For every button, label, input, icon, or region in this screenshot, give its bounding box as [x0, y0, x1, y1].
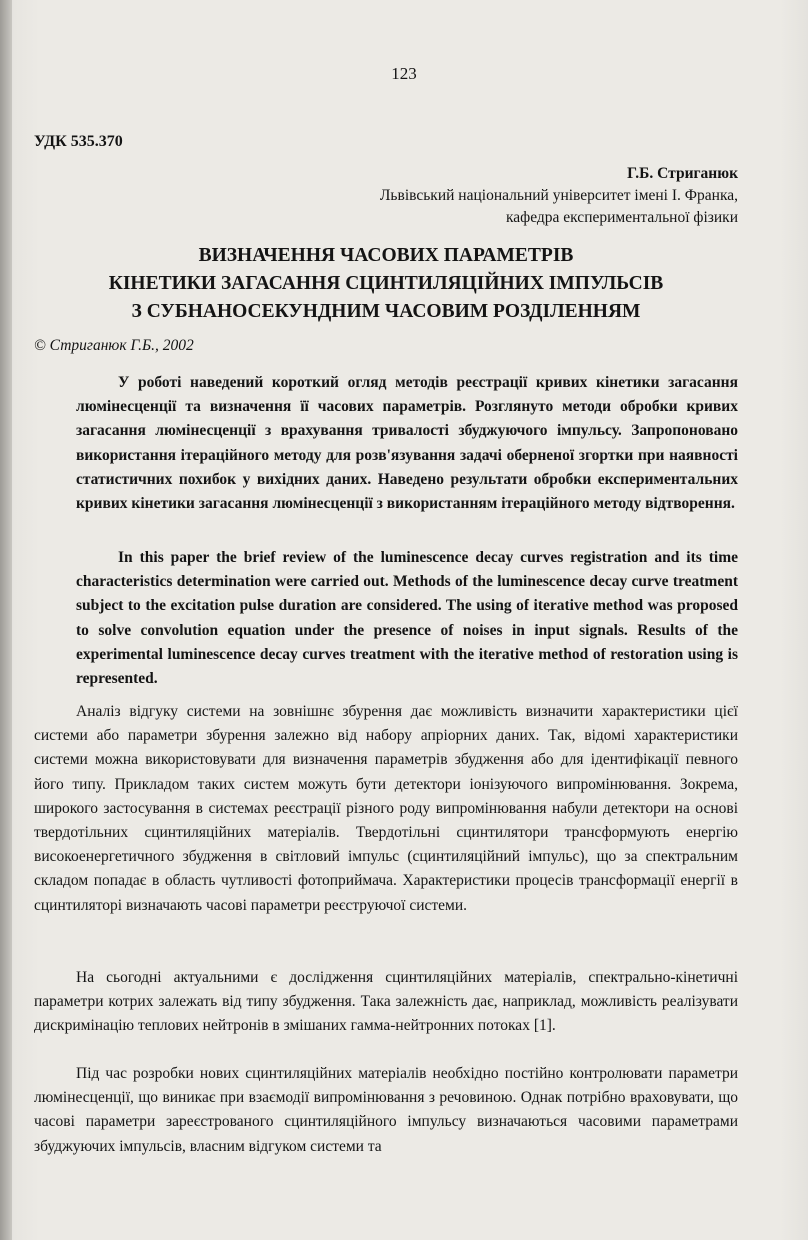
body-paragraph-2: На сьогодні актуальними є дослідження сцинтиляційних матеріалів, спектрально-кінетичні параметри котрих залежать від типу збудження. Така залежність дає, наприклад, можливість реалізувати дискримінацію теплових нейтронів в змішаних гамма-нейтронних потоках [1]. [34, 969, 738, 1035]
body-paragraph-3: Під час розробки нових сцинтиляційних матеріалів необхідно постійно контролювати параметри люмінесценції, що виникає при взаємодії випромінювання з речовиною. Однак потрібно враховувати, що часові параметри зареєстрованого сцинтиляційного імпульсу визначаються часовими параметрами збуджуючих імпульсів, власним відгуком системи та [34, 1065, 738, 1155]
affiliation-department: кафедра експериментальної фізики [506, 209, 738, 226]
title-line-1: ВИЗНАЧЕННЯ ЧАСОВИХ ПАРАМЕТРІВ [198, 245, 574, 266]
abstract-ukrainian: У роботі наведений короткий огляд методів реєстрації кривих кінетики загасання люмінесценції та визначення її часових параметрів. Розглянуто методи обробки кривих загасання люмінесценції з врахування тривалості збуджуючого імпульсу. Запропоновано використання ітераційного методу для розв'язування задачі оберненої згортки при наявності статистичних похибок у вихідних даних. Наведено результати обробки експериментальних кривих кінетики загасання люмінесценції з використанням ітераційного методу відтворення. [76, 374, 738, 513]
affiliation-university: Львівський національний університет імені І. Франка, [379, 187, 738, 204]
page-number: 123 [391, 64, 417, 83]
title-line-3: З СУБНАНОСЕКУНДНИМ ЧАСОВИМ РОЗДІЛЕННЯМ [131, 301, 641, 322]
author-name: Г.Б. Стриганюк [627, 165, 738, 182]
copyright-notice: © Стриганюк Г.Б., 2002 [34, 337, 194, 354]
paper-title [34, 242, 738, 326]
abstract-english: In this paper the brief review of the luminescence decay curves registration and its time characteristics determination were carried out. Methods of the luminescence decay curve treatment subject to the excitation pulse duration are considered. The using of iterative method was proposed to solve convolution equation under the presence of noises in input signals. Results of the experimental luminescence decay curves treatment with the iterative method of restoration using is represented. [76, 549, 738, 688]
book-spine-shadow [0, 0, 12, 1240]
body-paragraph-1: Аналіз відгуку системи на зовнішнє збурення дає можливість визначити характеристики цієї системи або параметри збурення залежно від набору апріорних даних. Так, відомі характеристики системи можна використовувати для визначення параметрів збудження або для ідентифікації певного його типу. Прикладом таких систем можуть бути детектори іонізуючого випромінювання. Зокрема, широкого застосування в системах реєстрації різного роду випромінювання набули детектори на основі твердотільних сцинтиляційних матеріалів. Твердотільні сцинтилятори трансформують енергію високоенергетичного збудження в світловий імпульс (сцинтиляційний імпульс), що за спектральним складом попадає в область чутливості фотоприймача. Характеристики процесів трансформації енергії в сцинтиляторі визначають часові параметри реєструючої системи. [34, 703, 738, 914]
udc-code: УДК 535.370 [34, 133, 123, 150]
title-line-2: КІНЕТИКИ ЗАГАСАННЯ СЦИНТИЛЯЦІЙНИХ ІМПУЛЬСІВ [108, 273, 664, 294]
author-block [380, 163, 738, 229]
